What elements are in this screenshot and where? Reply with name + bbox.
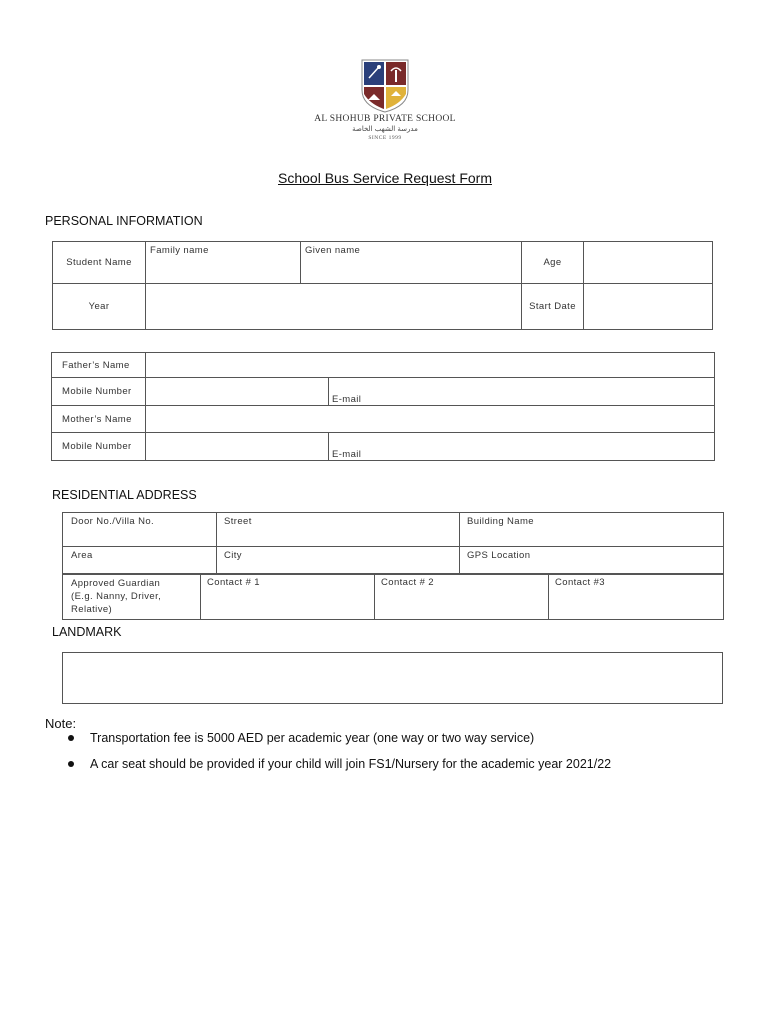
father-mobile-field[interactable] (146, 378, 329, 406)
street-field[interactable] (217, 513, 460, 547)
bullet-icon (68, 761, 74, 767)
family-name-label: Family name (150, 245, 209, 256)
year-field[interactable] (146, 284, 522, 330)
area-field[interactable] (63, 547, 217, 575)
age-label: Age (522, 242, 584, 284)
city-field[interactable] (217, 547, 460, 575)
section-heading-landmark: LANDMARK (52, 625, 122, 639)
school-name-arabic: مدرسة الشهب الخاصة (352, 125, 418, 133)
school-name: AL SHOHUB PRIVATE SCHOOL (314, 114, 456, 124)
building-name-field[interactable] (460, 513, 724, 547)
contact-1-label: Contact # 1 (207, 577, 260, 588)
father-email-label: E-mail (332, 394, 362, 405)
contact-2-label: Contact # 2 (381, 577, 434, 588)
building-name-label: Building Name (467, 516, 534, 527)
family-name-field[interactable] (146, 242, 301, 284)
street-label: Street (224, 516, 252, 527)
notes-list (60, 728, 611, 780)
father-name-label: Father’s Name (52, 353, 146, 378)
approved-guardian-label (63, 574, 201, 620)
given-name-label: Given name (305, 245, 361, 256)
father-name-field[interactable] (146, 353, 715, 378)
city-label: City (224, 550, 242, 561)
school-crest-icon (300, 56, 470, 114)
father-email-field[interactable] (329, 378, 715, 406)
section-heading-personal: PERSONAL INFORMATION (45, 214, 203, 228)
guardian-table (62, 573, 724, 620)
year-label: Year (53, 284, 146, 330)
guardian-label-line3: Relative) (71, 604, 113, 615)
contact-3-field[interactable] (549, 574, 724, 620)
contact-3-label: Contact #3 (555, 577, 605, 588)
start-date-field[interactable] (584, 284, 713, 330)
note-item (60, 728, 611, 754)
personal-info-table (52, 241, 713, 330)
given-name-field[interactable] (301, 242, 522, 284)
father-mobile-label: Mobile Number (52, 378, 146, 406)
note-text: Transportation fee is 5000 AED per academic year (one way or two way service) (90, 731, 535, 745)
area-label: Area (71, 550, 93, 561)
start-date-label: Start Date (522, 284, 584, 330)
parents-info-table (51, 352, 715, 461)
student-name-label: Student Name (53, 242, 146, 284)
mother-name-field[interactable] (146, 406, 715, 433)
gps-location-label: GPS Location (467, 550, 531, 561)
mother-mobile-field[interactable] (146, 433, 329, 461)
mother-name-label: Mother’s Name (52, 406, 146, 433)
guardian-label-line1: Approved Guardian (71, 578, 161, 589)
note-item (60, 754, 611, 780)
guardian-label-line2: (E.g. Nanny, Driver, (71, 591, 162, 602)
age-field[interactable] (584, 242, 713, 284)
mother-email-field[interactable] (329, 433, 715, 461)
note-text: A car seat should be provided if your child will join FS1/Nursery for the academic year 2021/22 (90, 757, 612, 771)
landmark-field[interactable] (62, 652, 723, 704)
door-villa-field[interactable] (63, 513, 217, 547)
gps-location-field[interactable] (460, 547, 724, 575)
page-title: School Bus Service Request Form (278, 170, 492, 186)
contact-1-field[interactable] (201, 574, 375, 620)
school-since: SINCE 1999 (368, 135, 402, 141)
door-villa-label: Door No./Villa No. (71, 516, 155, 527)
contact-2-field[interactable] (375, 574, 549, 620)
bullet-icon (68, 735, 74, 741)
note-label: Note: (45, 716, 77, 731)
section-heading-address: RESIDENTIAL ADDRESS (52, 488, 197, 502)
mother-email-label: E-mail (332, 449, 362, 460)
mother-mobile-label: Mobile Number (52, 433, 146, 461)
address-table-top (62, 512, 724, 575)
